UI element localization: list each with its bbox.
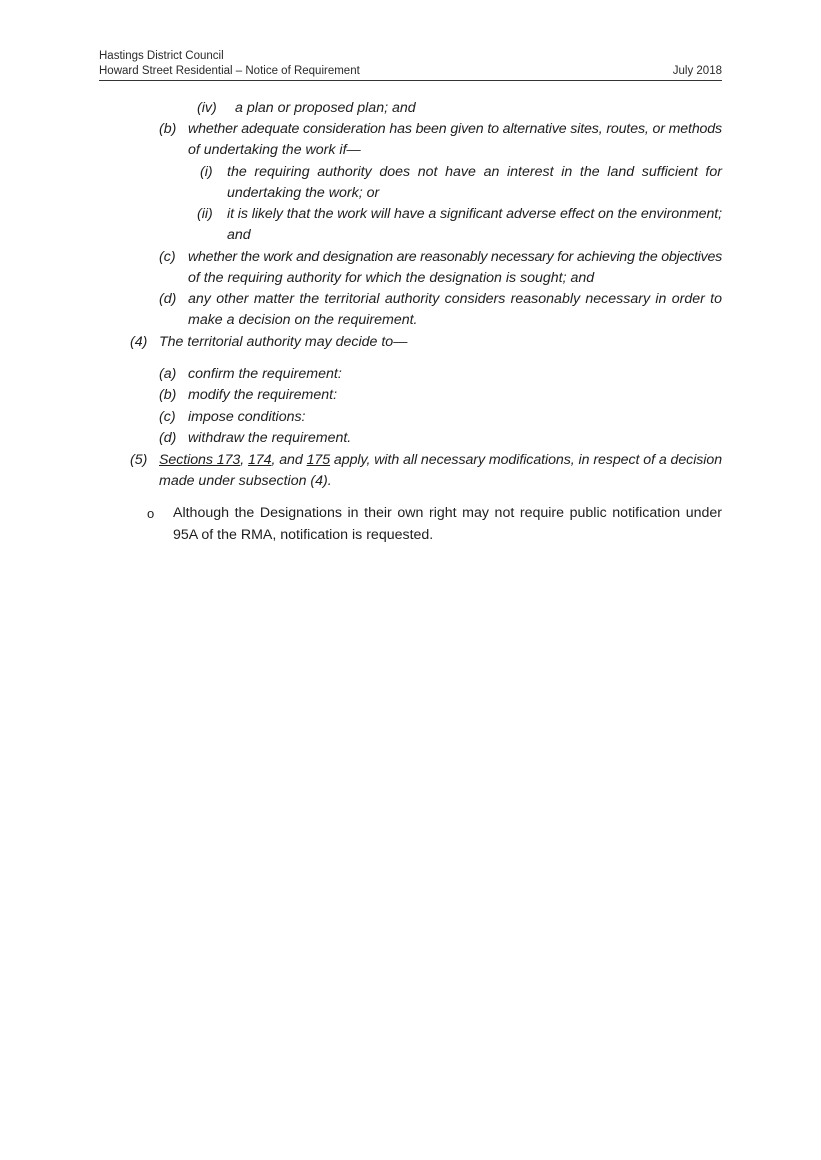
header-org: Hastings District Council [99,50,224,62]
section-175-link[interactable]: 175 [306,452,331,468]
subsection-4d-number: (d) [159,430,177,446]
subsection-4d-text: withdraw the requirement. [188,430,352,446]
header-row [99,64,722,81]
sections-173-link[interactable]: Sections 173 [159,452,241,468]
subsection-5-line1 [159,450,722,471]
item-b-ii-line2: and [227,227,251,243]
header-date: July 2018 [672,65,722,77]
bullet-line1: Although the Designations in their own right may not require public notification under [173,505,722,521]
subsection-5-number: (5) [130,452,148,468]
item-d-number: (d) [159,291,177,307]
subsection-5-rest: apply, with all necessary modifications, in respect of a decision [330,452,723,468]
subsection-4b-text: modify the requirement: [188,387,338,403]
item-b-i-number: (i) [200,164,213,180]
subsection-5-line2: made under subsection (4). [159,473,332,489]
item-b-line2: of undertaking the work if— [188,142,361,158]
item-b-i-line2: undertaking the work; or [227,185,380,201]
item-iv-number: (iv) [197,100,217,116]
item-b-line1: whether adequate consideration has been given to alternative sites, routes, or methods [188,121,722,137]
item-d-line2: make a decision on the requirement. [188,312,418,328]
item-c-line2: of the requiring authority for which the designation is sought; and [188,270,595,286]
item-c-number: (c) [159,249,176,265]
separator-text: , and [271,452,307,468]
item-c-line1: whether the work and designation are reasonably necessary for achieving the objectives [188,249,722,265]
subsection-4c-number: (c) [159,409,176,425]
section-174-link[interactable]: 174 [247,452,272,468]
item-iv-text: a plan or proposed plan; and [235,100,416,116]
subsection-4-number: (4) [130,334,148,350]
subsection-4a-number: (a) [159,366,177,382]
bullet-marker: o [147,506,155,521]
subsection-4b-number: (b) [159,387,177,403]
bullet-line2: 95A of the RMA, notification is requested. [173,527,434,543]
separator-text: , [240,452,248,468]
subsection-4-text: The territorial authority may decide to— [159,334,408,350]
subsection-4a-text: confirm the requirement: [188,366,342,382]
item-b-number: (b) [159,121,177,137]
page-header [99,49,722,81]
item-b-ii-number: (ii) [197,206,213,222]
subsection-4c-text: impose conditions: [188,409,306,425]
header-doc-title: Howard Street Residential – Notice of Requirement [99,65,360,77]
item-d-line1: any other matter the territorial authority considers reasonably necessary in order to [188,291,722,307]
item-b-ii-line1: it is likely that the work will have a significant adverse effect on the environment; [227,206,722,222]
item-b-i-line1: the requiring authority does not have an interest in the land sufficient for [227,164,722,180]
